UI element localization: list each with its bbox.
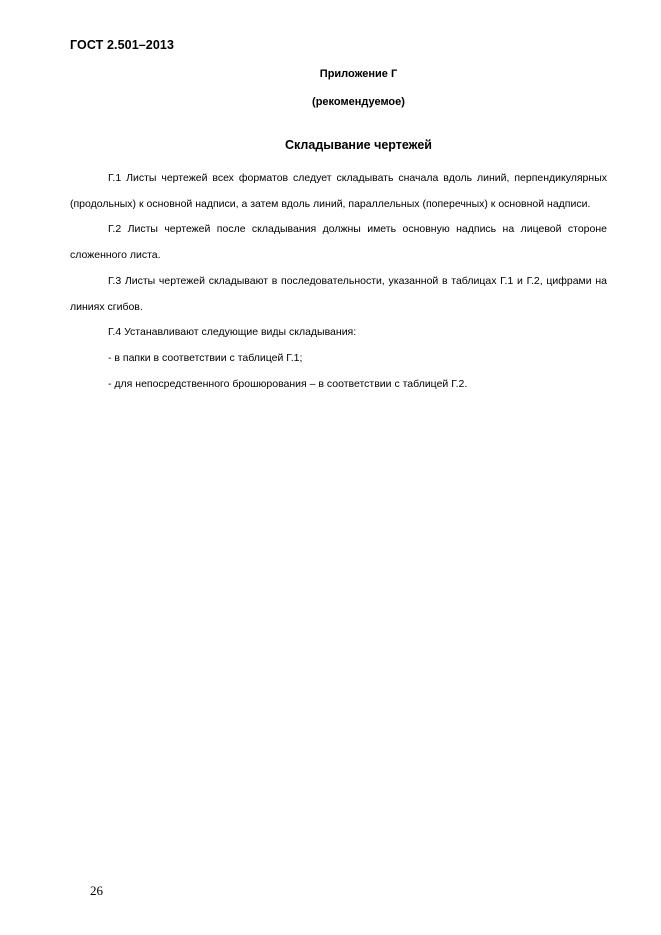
annex-title: Приложение Г [319, 68, 398, 80]
document-header: ГОСТ 2.501–2013 [70, 38, 175, 52]
annex-status: (рекомендуемое) [312, 96, 405, 108]
section-title: Складывание чертежей [285, 138, 432, 152]
body-text [70, 166, 607, 397]
paragraph-g2: Г.2 Листы чертежей после складывания должны иметь основную надпись на лицевой стороне сложенного листа. [70, 223, 607, 262]
paragraph-g1: Г.1 Листы чертежей всех форматов следует складывать сначала вдоль линий, перпендикулярных (продольных) к основной надписи, а затем вдоль линий, параллельных (поперечных) к основной надписи. [70, 172, 607, 210]
paragraph-g3: Г.3 Листы чертежей складывают в последовательности, указанной в таблицах Г.1 и Г.2, цифрами на линиях сгибов. [70, 274, 607, 313]
paragraph-g4: Г.4 Устанавливают следующие виды складывания: [108, 326, 357, 339]
list-item-folders: - в папки в соответствии с таблицей Г.1; [108, 351, 303, 364]
page-number: 26 [90, 883, 103, 898]
list-item-binding: - для непосредственного брошюрования – в соответствии с таблицей Г.2. [108, 377, 468, 390]
